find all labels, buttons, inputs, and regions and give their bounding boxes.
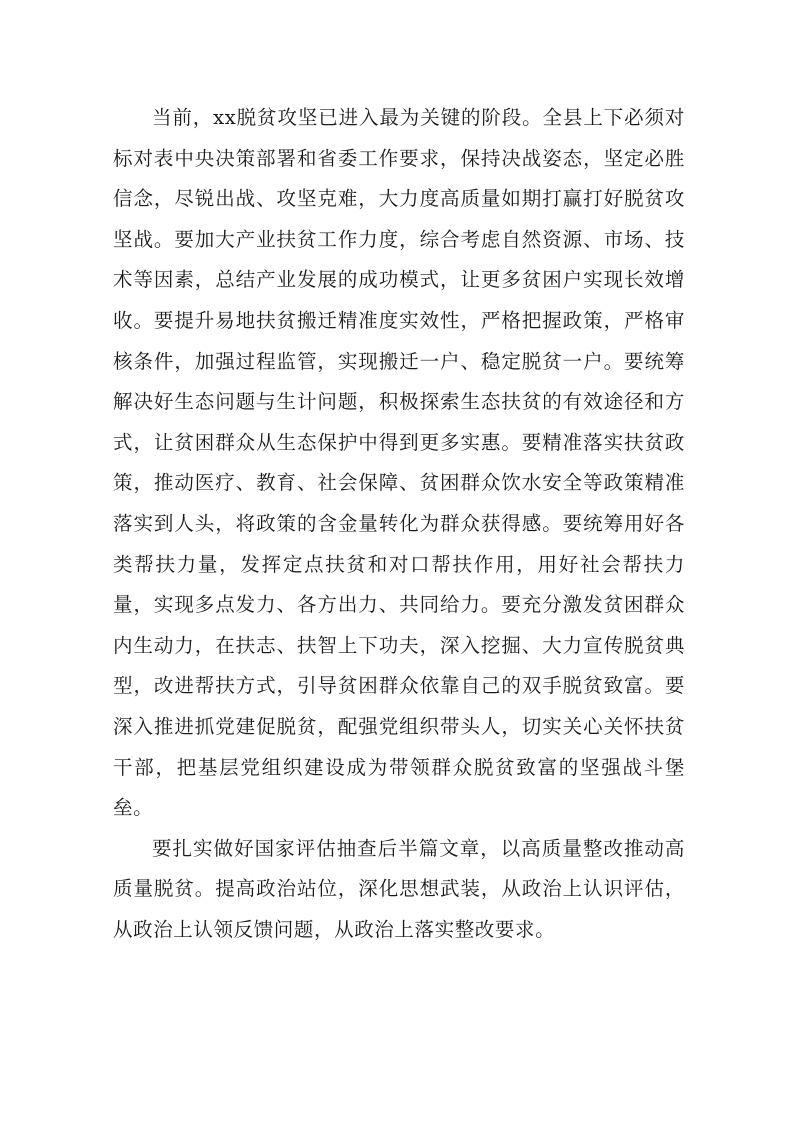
paragraph-2: 要扎实做好国家评估抽查后半篇文章，以高质量整改推动高质量脱贫。提高政治站位，深化思想武装，从政治上认识评估，从政治上认领反馈问题，从政治上落实整改要求。 xyxy=(113,836,685,941)
document-body xyxy=(113,98,685,950)
paragraph-1: 当前，xx脱贫攻坚已进入最为关键的阶段。全县上下必须对标对表中央决策部署和省委工作要求，保持决战姿态，坚定必胜信念，尽锐出战、攻坚克难，大力度高质量如期打赢打好脱贫攻坚战。要加大产业扶贫工作力度，综合考虑自然资源、市场、技术等因素，总结产业发展的成功模式，让更多贫困户实现长效增收。要提升易地扶贫搬迁精准度实效性，严格把握政策，严格审核条件，加强过程监管，实现搬迁一户、稳定脱贫一户。要统筹解决好生态问题与生计问题，积极探索生态扶贫的有效途径和方式，让贫困群众从生态保护中得到更多实惠。要精准落实扶贫政策，推动医疗、教育、社会保障、贫困群众饮水安全等政策精准落实到人头，将政策的含金量转化为群众获得感。要统筹用好各类帮扶力量，发挥定点扶贫和对口帮扶作用，用好社会帮扶力量，实现多点发力、各方出力、共同给力。要充分激发贫困群众内生动力，在扶志、扶智上下功夫，深入挖掘、大力宣传脱贫典型，改进帮扶方式，引导贫困群众依靠自己的双手脱贫致富。要深入推进抓党建促脱贫，配强党组织带头人，切实关心关怀扶贫干部，把基层党组织建设成为带领群众脱贫致富的坚强战斗堡垒。 xyxy=(113,106,685,820)
